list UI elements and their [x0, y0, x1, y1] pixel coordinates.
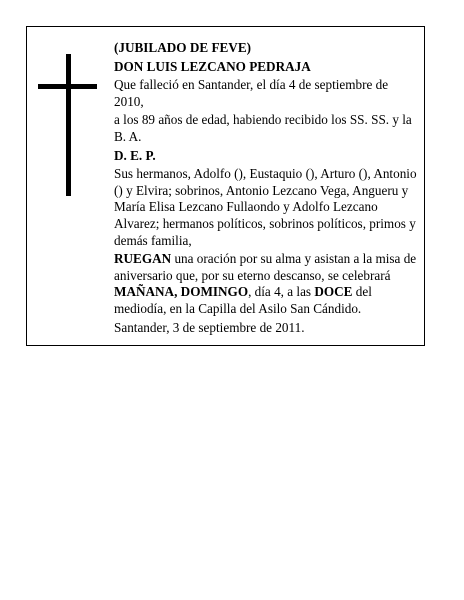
deceased-name: DON LUIS LEZCANO PEDRAJA [114, 58, 311, 74]
request-paragraph [114, 251, 420, 317]
weekday-bold: DOMINGO [180, 284, 249, 300]
age-line: a los 89 años de edad, habiendo recibido los SS. SS. y la B. A. [114, 112, 412, 144]
signoff-line: Santander, 3 de septiembre de 2011. [114, 319, 305, 335]
notice-text [114, 40, 420, 338]
dep-line: D. E. P. [114, 147, 156, 163]
death-line: Que falleció en Santander, el día 4 de septiembre de 2010, [114, 77, 389, 109]
notice-heading: (JUBILADO DE FEVE) [114, 40, 252, 55]
date-text: , día 4, a las [248, 284, 315, 300]
request-bold: RUEGAN [114, 251, 172, 267]
location-text: del mediodía, en la Capilla del Asilo San Cándido. [114, 284, 372, 316]
request-text: una oración por su alma y asistan a la misa de aniversario que, por su eterno descanso, se celebrará [114, 251, 417, 283]
cross-icon [66, 54, 71, 196]
comma-sep: , [174, 284, 181, 300]
hour-bold: DOCE [314, 284, 353, 300]
day-bold: MAÑANA [114, 284, 175, 300]
obituary-notice [26, 26, 425, 346]
family-paragraph: Sus hermanos, Adolfo (), Eustaquio (), Arturo (), Antonio () y Elvira; sobrinos, Antonio Lezcano Vega, Angueru y María Elisa Lezcano Fullaondo y Adolfo Lezcano Alvarez; hermanos políticos, sobrinos políticos, primos y demás familia, [114, 166, 417, 248]
cross-icon-arm [38, 84, 97, 89]
